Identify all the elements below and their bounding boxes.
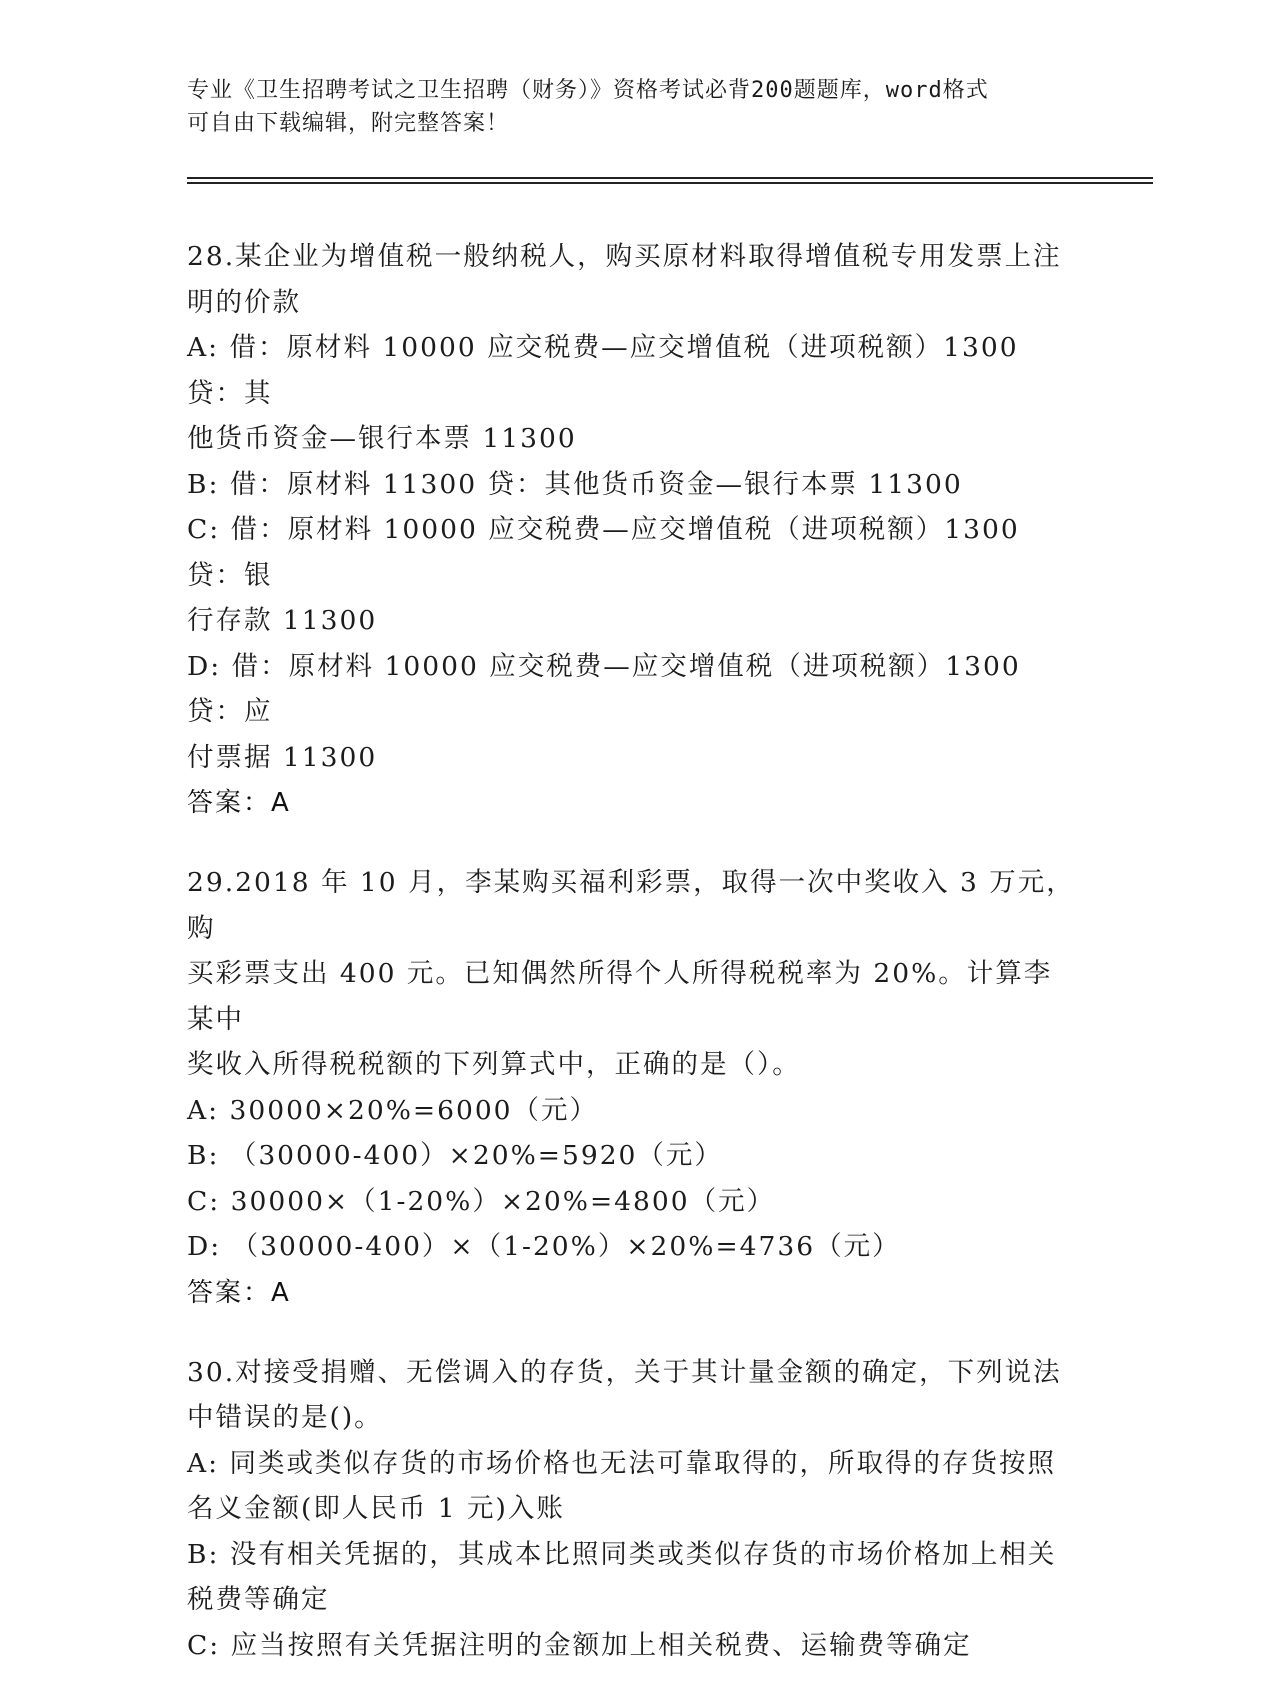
document-header <box>187 74 1067 140</box>
option-d: D: 借：原材料 10000 应交税费—应交增值税（进项税额）1300 贷：应 <box>187 650 1032 727</box>
option-b: B: 没有相关凭据的，其成本比照同类或类似存货的市场价格加上相关 <box>187 1538 1057 1570</box>
option-d-continued: 付票据 11300 <box>187 741 378 773</box>
option-b-continued: 税费等确定 <box>187 1584 330 1615</box>
option-a-continued: 他货币资金—银行本票 11300 <box>187 423 577 454</box>
question-stem: 买彩票支出 400 元。已知偶然所得个人所得税税率为 20%。计算李某中 <box>187 958 1053 1035</box>
header-line-2: 可自由下载编辑，附完整答案！ <box>187 111 510 136</box>
answer-label: 答案：A <box>187 1277 291 1308</box>
header-divider-bottom <box>187 182 1153 184</box>
answer-label: 答案：A <box>187 788 291 818</box>
option-a: A: 30000×20%=6000（元） <box>187 1094 599 1126</box>
option-d: D: （30000-400）×（1-20%）×20%=4736（元） <box>187 1231 901 1262</box>
question-29 <box>187 860 1077 1316</box>
option-a: A: 同类或类似存货的市场价格也无法可靠取得的，所取得的存货按照 <box>187 1447 1056 1479</box>
option-b: B: 借：原材料 11300 贷：其他货币资金—银行本票 11300 <box>187 468 963 500</box>
question-list <box>187 234 1077 1702</box>
header-line-1: 专业《卫生招聘考试之卫生招聘（财务）》资格考试必背200题题库，word格式 <box>187 78 989 103</box>
question-stem: 奖收入所得税税额的下列算式中，正确的是（）。 <box>187 1049 801 1080</box>
header-divider-top <box>187 177 1153 179</box>
question-stem: 29.2018 年 10 月，李某购买福利彩票，取得一次中奖收入 3 万元，购 <box>187 867 1075 944</box>
question-stem: 明的价款 <box>187 286 301 318</box>
question-stem: 28.某企业为增值税一般纳税人，购买原材料取得增值税专用发票上注 <box>187 241 1062 272</box>
option-b: B: （30000-400）×20%=5920（元） <box>187 1140 723 1171</box>
option-c: C: 30000×（1-20%）×20%=4800（元） <box>187 1185 776 1217</box>
question-30 <box>187 1350 1077 1669</box>
option-c-continued: 行存款 11300 <box>187 605 378 636</box>
option-c: C: 借：原材料 10000 应交税费—应交增值税（进项税额）1300 贷：银 <box>187 514 1031 591</box>
option-a-continued: 名义金额(即人民币 1 元)入账 <box>187 1493 565 1524</box>
question-stem: 30.对接受捐赠、无偿调入的存货，关于其计量金额的确定，下列说法 <box>187 1356 1062 1388</box>
option-a: A: 借：原材料 10000 应交税费—应交增值税（进项税额）1300 贷：其 <box>187 332 1030 409</box>
question-28 <box>187 234 1077 826</box>
option-c: C: 应当按照有关凭据注明的金额加上相关税费、运输费等确定 <box>187 1629 972 1661</box>
question-stem: 中错误的是()。 <box>187 1402 383 1433</box>
